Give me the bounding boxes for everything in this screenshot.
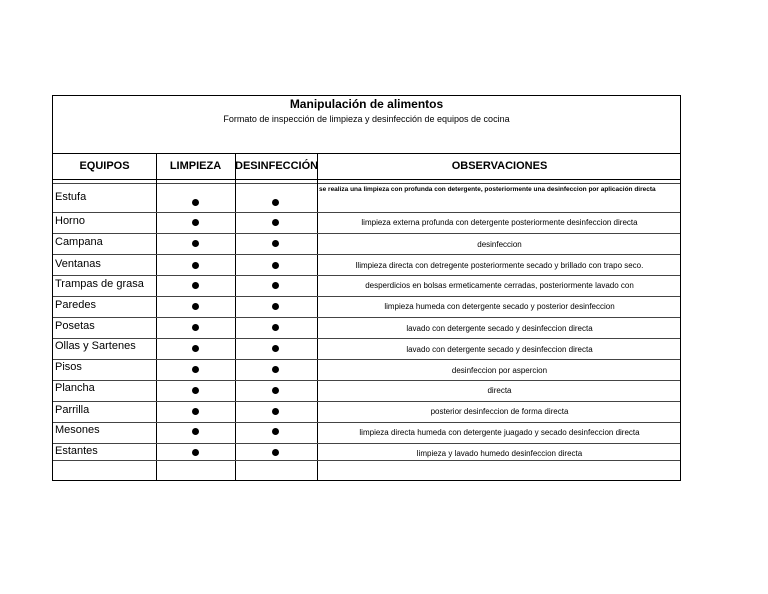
limpieza-dot: [192, 199, 199, 206]
limpieza-dot: [192, 219, 199, 226]
column-header-row: [53, 154, 680, 179]
desinfeccion-dot: [272, 324, 279, 331]
limpieza-dot: [192, 324, 199, 331]
observacion: limpieza externa profunda con detergente posteriormente desinfeccion directa: [361, 218, 638, 227]
observacion: limpieza humeda con detergente secado y posterior desinfeccion: [384, 302, 615, 311]
limpieza-dot: [192, 345, 199, 352]
table-row: [53, 339, 680, 359]
limpieza-dot: [192, 428, 199, 435]
equipo-name: Posetas: [55, 320, 95, 332]
desinfeccion-dot: [272, 387, 279, 394]
observacion: desinfeccion por aspercion: [451, 366, 548, 375]
limpieza-dot: [192, 303, 199, 310]
limpieza-dot: [192, 449, 199, 456]
header-observaciones: OBSERVACIONES: [451, 160, 548, 172]
equipo-name: Horno: [55, 215, 85, 227]
document-title: Manipulación de alimentos: [289, 97, 444, 111]
table-row: [53, 402, 680, 422]
observacion: lavado con detergente secado y desinfeccion directa: [406, 324, 593, 333]
observacion: llimpieza directa con detregente posteriormente secado y brillado con trapo seco.: [355, 261, 644, 270]
table-row: [53, 234, 680, 254]
table-row: [53, 297, 680, 317]
desinfeccion-dot: [272, 282, 279, 289]
limpieza-dot: [192, 282, 199, 289]
equipo-name: Mesones: [55, 424, 100, 436]
title-block: [53, 96, 680, 154]
observacion: desperdicios en bolsas ermeticamente cerradas, posteriormente lavado con: [365, 281, 634, 290]
table-row: [53, 255, 680, 275]
header-divider: [53, 179, 680, 180]
equipo-name: Ventanas: [55, 258, 101, 270]
equipo-name: Trampas de grasa: [55, 278, 144, 290]
limpieza-dot: [192, 387, 199, 394]
equipo-name: Campana: [55, 236, 103, 248]
desinfeccion-dot: [272, 449, 279, 456]
equipo-name: Estufa: [55, 191, 87, 203]
desinfeccion-dot: [272, 303, 279, 310]
equipo-name: Paredes: [55, 299, 96, 311]
table-row: [53, 423, 680, 443]
table-row: [53, 360, 680, 380]
header-desinfeccion: DESINFECCIÓN: [235, 160, 319, 172]
equipo-name: Parrilla: [55, 404, 90, 416]
observacion: desinfeccion: [477, 240, 522, 249]
observacion: directa: [487, 386, 512, 395]
desinfeccion-dot: [272, 262, 279, 269]
table-row: [53, 318, 680, 338]
document-subtitle: Formato de inspección de limpieza y desinfección de equipos de cocina: [223, 114, 510, 124]
desinfeccion-dot: [272, 366, 279, 373]
limpieza-dot: [192, 262, 199, 269]
observacion: posterior desinfeccion de forma directa: [430, 407, 569, 416]
equipo-name: Pisos: [55, 361, 82, 373]
desinfeccion-dot: [272, 219, 279, 226]
table-row: [53, 381, 680, 401]
table-row: [53, 276, 680, 296]
header-limpieza: LIMPIEZA: [169, 160, 222, 172]
desinfeccion-dot: [272, 240, 279, 247]
empty-row: [53, 461, 680, 481]
observacion: lavado con detergente secado y desinfeccion directa: [406, 345, 593, 354]
limpieza-dot: [192, 408, 199, 415]
equipo-name: Ollas y Sartenes: [55, 340, 136, 352]
header-equipos: EQUIPOS: [79, 160, 130, 172]
observacion: limpieza y lavado humedo desinfeccion directa: [416, 449, 583, 458]
limpieza-dot: [192, 366, 199, 373]
observacion: se realiza una limpieza con profunda con detergente, posteriormente una desinfeccion por aplicación directa: [319, 186, 656, 193]
desinfeccion-dot: [272, 408, 279, 415]
desinfeccion-dot: [272, 345, 279, 352]
equipo-name: Estantes: [55, 445, 98, 457]
observacion: limpieza directa humeda con detergente juagado y secado desinfeccion directa: [359, 428, 640, 437]
limpieza-dot: [192, 240, 199, 247]
table-row: [53, 184, 680, 212]
table-row: [53, 213, 680, 233]
equipo-name: Plancha: [55, 382, 95, 394]
inspection-sheet: [52, 95, 681, 481]
desinfeccion-dot: [272, 428, 279, 435]
desinfeccion-dot: [272, 199, 279, 206]
